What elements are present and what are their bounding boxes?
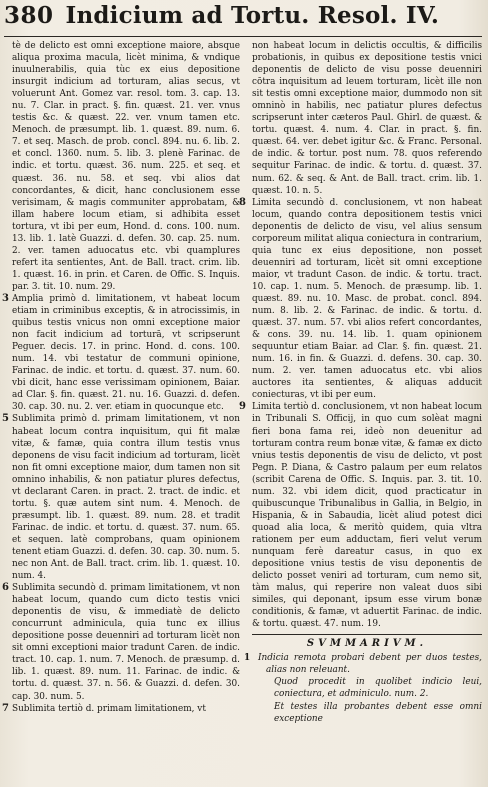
right-paragraph: non habeat locum in delictis occultis, & difficilis probationis, in quibus ex depositione testis vnici deponentis de delicto de visu posse deuenniri cōtra inquisitum ad leuem torturam, licèt ille non sit testis omni exceptione maior, dummodo non sit omninò in habilis, nec patiatur plures defectus scripserunt inter cæteros Paul. Ghirl. de quæst. & tortu. quæst. 4. num. 4. Clar. in pract. §. fin. quæst. 64. ver. debet igitur &c. & Franc. Personal. de indic. & tortur. post num. 78. quos referendo sequitur Farinac. de indic. & tortu. d. quæst. 37. num. 62. & seq. & Ant. de Ball. tract. crim. lib. 1. quæst. 10. n. 5. <box>252 41 482 196</box>
paragraph-number: 9 <box>239 401 246 413</box>
summary-title: SVMMARIVM. <box>306 638 428 650</box>
summary-item: 1 Indicia remota probari debent per duos testes, alias non releuant. <box>244 653 482 676</box>
left-paragraph: tè de delicto est omni exceptione maiore, absque aliqua proxima macula, licèt minima, & vndique inuulnerabilis, quia tùc ex eius depositione insurgit indicium ad torturam, alias secus, vt voluerunt Ant. Gomez var. resol. tom. 3. cap. 13. nu. 7. Clar. in pract. §. fin. quæst. 21. ver. vnus testis &c. & quæst. 22. ver. vnum tamen etc. Menoch. de præsumpt. lib. 1. quæst. 89. num. 6. 7. et seq. Masch. de prob. concl. 894. nu. 6. lib. 2. et concl. 1360. num. 5. lib. 3. plenè Farinac. de indic. et tortu. quæst. 36. num. 225. et seq. et quæst. 36. nu. 58. et seq. vbi alios dat concordantes, & dicit, hanc conclusionem esse verisimam, & magis communiter approbatam, & illam habere locum etiam, si adhibita esset tortura, vt ibi per eum, Hond. d. cons. 100. num. 13. lib. 1. latè Guazzi. d. defen. 30. cap. 25. num. 2. ver. tamen aduocatus etc. vbi quamplures refert ita sentientes, Ant. de Ball. tract. crim. lib. 1. quæst. 16. in prin. et Caren. de Offic. S. Inquis. par. 3. tit. 10. num. 29. <box>12 41 240 292</box>
right-column <box>239 40 482 780</box>
left-paragraph: 5 Sublimita primò d. primam limitationem, vt non habeat locum contra inquisitum, qui fit malæ vitæ, & famæ, quia contra illum testis vnus deponens de visu facit indicium ad torturam, licèt non fit omni exceptione maior, dum tamen non sit omnino inhabilis, & non patiatur plures defectus, vt declarant Caren. in pract. 2. tract. de indic. et tortu. §. quæ autem sint num. 4. Menoch. de præsumpt. lib. 1. quæst. 89. num. 28. et tradit Farinac. de indic. et tortu. d. quæst. 37. num. 65. et sequen. latè comprobans, quam opinionem tenent etiam Guazzi. d. defen. 30. cap. 30. num. 5. nec non Ant. de Ball. tract. crim. lib. 1. quæst. 10. num. 4. <box>2 413 240 582</box>
summary-item: Et testes illa probantes debent esse omni exceptione <box>274 701 482 724</box>
paragraph-number: 6 <box>2 582 9 594</box>
right-paragraph: 8 Limita secundò d. conclusionem, vt non habeat locum, quando contra depositionem testis vnici deponentis de delicto de visu, vel alius sensum corporeum militat aliqua coniectura in contrarium, quia tunc ex eius depositione, non posset deuenniri ad torturam, licèt sit omni exceptione maior, vt tradunt Cason. de indic. & tortu. tract. 10. cap. 1. num. 5. Menoch. de præsump. lib. 1. quæst. 89. nu. 10. Masc. de probat. concl. 894. num. 8. lib. 2. & Farinac. de indic. & tortu. d. quæst. 37. num. 57. vbi alios refert concordantes, & cons. 39. nu. 14. lib. 1. quam opinionem sequuntur etiam Baiar. ad Clar. §. fin. quæst. 21. num. 16. in fin. & Guazzi. d. defens. 30. cap. 30. num. 2. ver. tamen aduocatus etc. vbi alios auctores ita sentientes, & aliquas adducit coniecturas, vt ibi per eum. <box>239 196 482 401</box>
paragraph-number: 5 <box>2 413 9 425</box>
right-paragraph: 9 Limita tertiò d. conclusionem, vt non habeat locum in Tribunali S. Officij, in quo cum solèat magni fieri bona fama rei, ideò non deuenitur ad torturam contra reum bonæ vitæ, & famæ ex dicto vnius testis deponentis de visu de delicto, vt post Pegn. P. Diana, & Castro palaum per eum relatos (scribit Carena de Offic. S. Inquis. par. 3. tit. 10. num. 32. vbi idem dicit, quod practicatur in quibuscunque Tribunalibus in Gallia, in Belgio, in Hispania, & in Sabaudia, licèt aliud potest dici quoad alia loca, & meritò quidem, quia vltra rationem per eum adductam, fieri velut verum nunquam ferè dareatur casus, in quo ex depositione vnius testis de visu deponentis de delicto posset veniri ad torturam, cum nemo sit, tàm malus, qui reperire non valeat duos sibi similes, qui deponant, ipsum esse virum bonæ conditionis, & famæ, vt aduertit Farinac. de indic. & tortu. quæst. 47. num. 19. <box>239 401 482 630</box>
header-rule <box>4 36 482 37</box>
summary-rule <box>252 634 482 635</box>
paragraph-number: 8 <box>239 196 246 208</box>
running-title: Indicium ad Tortu. Resol. IV. <box>65 2 440 29</box>
left-column <box>2 40 240 780</box>
paragraph-number: 3 <box>2 292 9 304</box>
left-paragraph: 6 Sublimita secundò d. primam limitationem, vt non habeat locum, quando cum dicto testis vnici deponentis de visu, & immediatè de delicto concurrunt adminicula, quia tunc ex illius depositione posse deuenniri ad torturam licèt non sit omni exceptioni maior tradunt Caren. de indic. tract. 10. cap. 1. num. 7. Menoch. de præsump. d. lib. 1. quæst. 89. num. 11. Farinac. de indic. & tortu. d. quæst. 37. n. 56. & Guazzi. d. defen. 30. cap. 30. num. 5. <box>2 582 240 702</box>
paragraph-number: 7 <box>2 702 9 714</box>
left-paragraph: 3 Amplia primò d. limitationem, vt habeat locum etiam in criminibus exceptis, & in atrocissimis, in quibus testis vnicus non omni exceptione maior non facit indicium ad torturā, vt scripserunt Peguer. decis. 17. in princ. Hond. d. cons. 100. num. 14. vbi testatur de communi opinione, Farinac. de indic. et tortu. d. quæst. 37. num. 60. vbi dicit, hanc esse verissimam opinionem, Baiar. ad Clar. §. fin. quæst. 21. nu. 16. Guazzi. d. defen. 30. cap. 30. nu. 2. ver. etiam in quocunque etc. <box>2 292 240 413</box>
left-paragraph: 7 Sublimita tertiò d. primam limitationem, vt <box>2 702 206 714</box>
summary-item: Quod procedit in quolibet indicio leui, coniectura, et adminiculo. num. 2. <box>274 677 482 700</box>
page-number: 380 <box>4 2 54 29</box>
page-header <box>4 2 482 36</box>
